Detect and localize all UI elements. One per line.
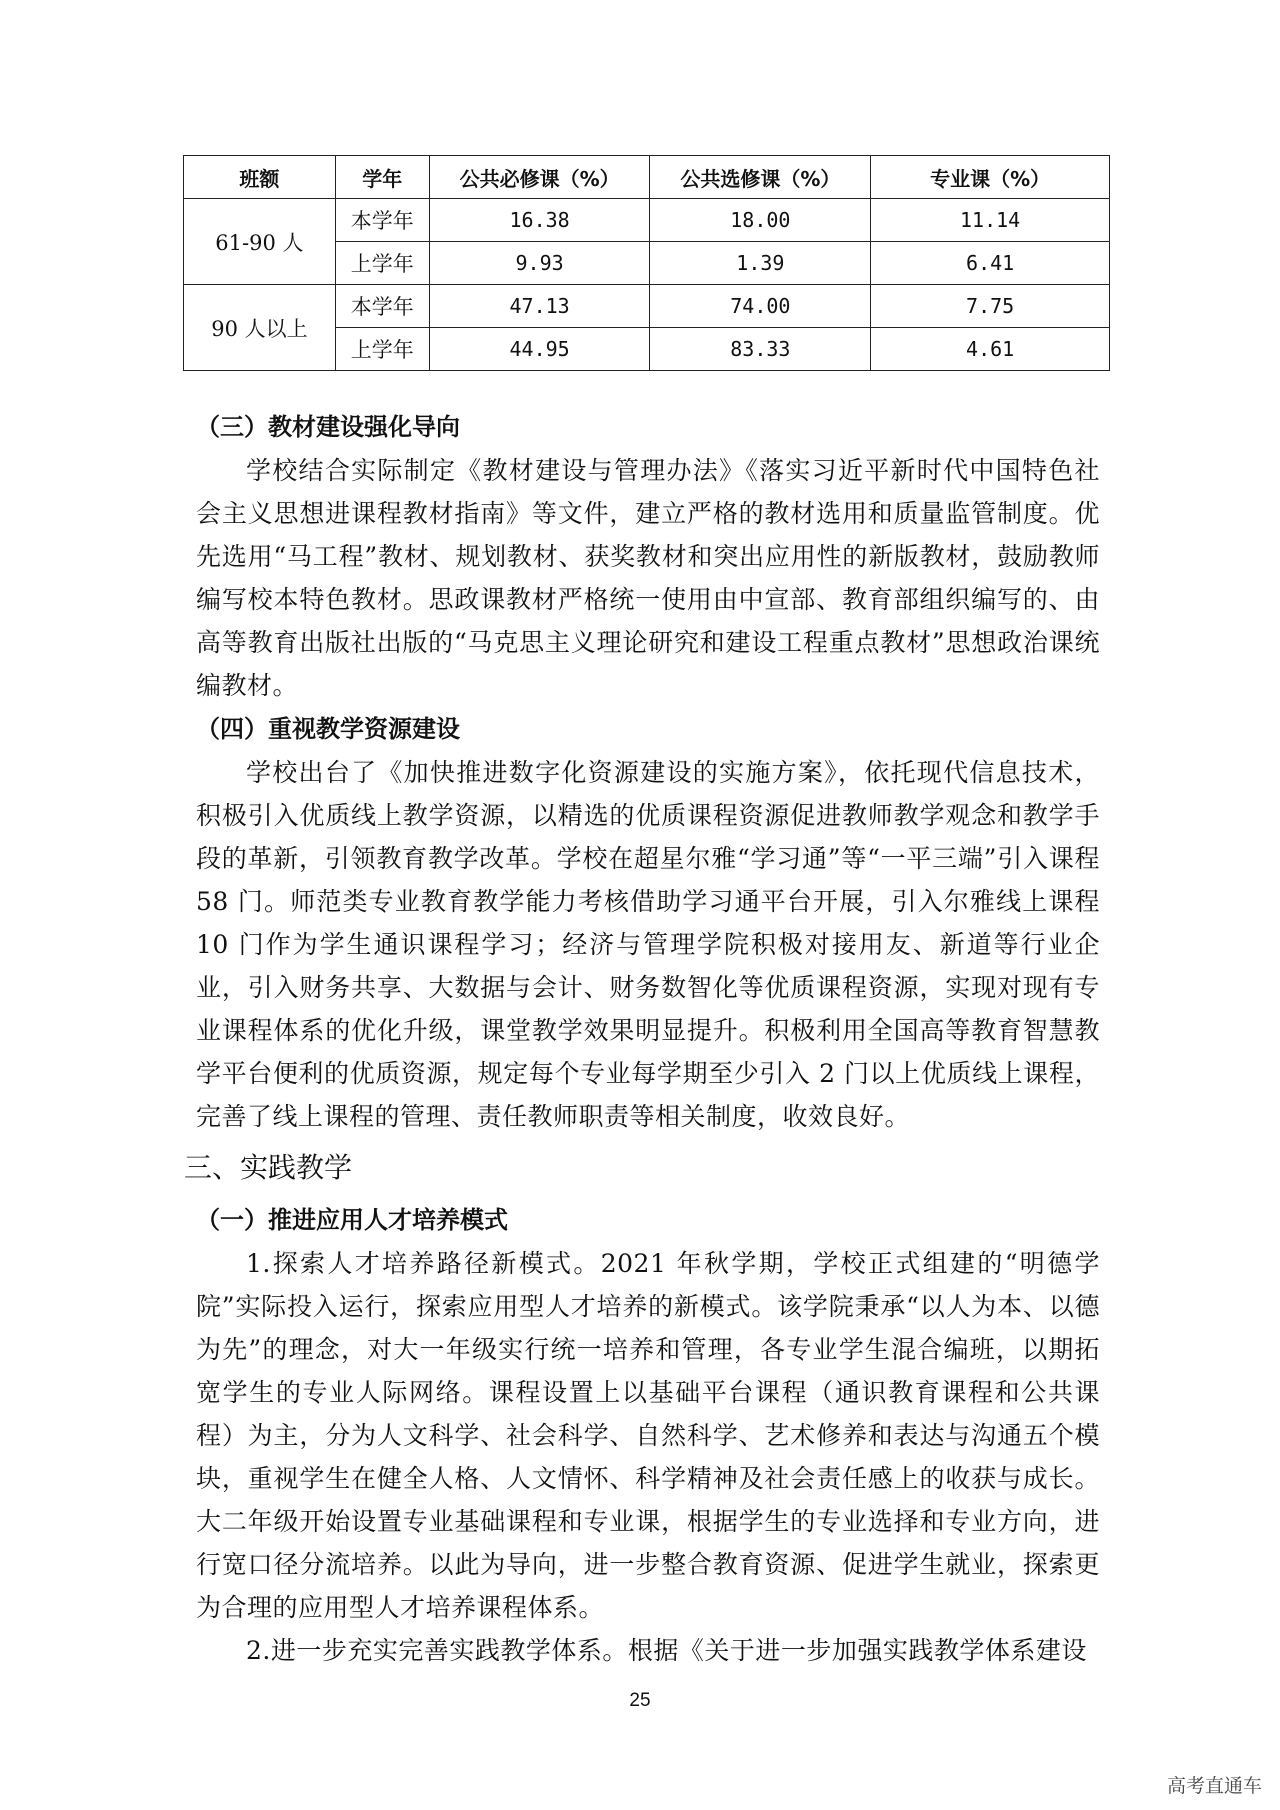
class-size-cell: 61-90 人 bbox=[184, 199, 336, 285]
table-header-row bbox=[184, 156, 1110, 199]
page-number: 25 bbox=[629, 1690, 651, 1711]
public-required-cell: 9.93 bbox=[429, 242, 650, 285]
table-row bbox=[184, 285, 1110, 328]
major-cell: 6.41 bbox=[871, 242, 1110, 285]
table-header-cell: 公共必修课（%） bbox=[429, 156, 650, 199]
year-cell: 本学年 bbox=[335, 285, 429, 328]
year-cell: 上学年 bbox=[335, 242, 429, 285]
table-row bbox=[184, 199, 1110, 242]
table-header-cell: 公共选修课（%） bbox=[650, 156, 871, 199]
public-required-cell: 16.38 bbox=[429, 199, 650, 242]
class-size-cell: 90 人以上 bbox=[184, 285, 336, 371]
paragraph-talent-mode-2: 2.进一步充实完善实践教学体系。根据《关于进一步加强实践教学体系建设 bbox=[246, 1636, 1087, 1665]
section-heading-resources: （四）重视教学资源建设 bbox=[196, 715, 460, 743]
major-cell: 4.61 bbox=[871, 328, 1110, 371]
year-cell: 本学年 bbox=[335, 199, 429, 242]
section-heading-textbooks: （三）教材建设强化导向 bbox=[196, 413, 460, 441]
watermark: 高考直通车 bbox=[1166, 1775, 1262, 1797]
table-header-cell: 班额 bbox=[184, 156, 336, 199]
major-cell: 7.75 bbox=[871, 285, 1110, 328]
paragraph-resources: 学校出台了《加快推进数字化资源建设的实施方案》，依托现代信息技术，积极引入优质线上教学资源，以精选的优质课程资源促进教师教学观念和教学手段的革新，引领教育教学改革。学校在超星尔雅“学习通”等“一平三端”引入课程 58 门。师范类专业教育教学能力考核借助学习通平台开展，引入尔雅线上课程 10 门作为学生通识课程学习；经济与管理学院积极对接用友、新道等行业企业，引入财务共享、大数据与会计、财务数智化等优质课程资源，实现对现有专业课程体系的优化升级，课堂教学效果明显提升。积极利用全国高等教育智慧教学平台便利的优质资源，规定每个专业每学期至少引入 2 门以上优质线上课程，完善了线上课程的管理、责任教师职责等相关制度，收效良好。 bbox=[196, 758, 1100, 1131]
public-elective-cell: 1.39 bbox=[650, 242, 871, 285]
table-header-cell: 专业课（%） bbox=[871, 156, 1110, 199]
section-heading-talent-mode: （一）推进应用人才培养模式 bbox=[196, 1206, 508, 1234]
body-content bbox=[184, 405, 1100, 1672]
major-cell: 11.14 bbox=[871, 199, 1110, 242]
table-header-cell: 学年 bbox=[335, 156, 429, 199]
class-size-ratio-table bbox=[183, 155, 1110, 371]
paragraph-talent-mode-1: 1.探索人才培养路径新模式。2021 年秋学期，学校正式组建的“明德学院”实际投入运行，探索应用型人才培养的新模式。该学院秉承“以人为本、以德为先”的理念，对大一年级实行统一培养和管理，各专业学生混合编班，以期拓宽学生的专业人际网络。课程设置上以基础平台课程（通识教育课程和公共课程）为主，分为人文科学、社会科学、自然科学、艺术修养和表达与沟通五个模块，重视学生在健全人格、人文情怀、科学精神及社会责任感上的收获与成长。大二年级开始设置专业基础课程和专业课，根据学生的专业选择和专业方向，进行宽口径分流培养。以此为导向，进一步整合教育资源、促进学生就业，探索更为合理的应用型人才培养课程体系。 bbox=[196, 1249, 1100, 1622]
public-required-cell: 47.13 bbox=[429, 285, 650, 328]
chapter-heading-practice: 三、实践教学 bbox=[184, 1151, 353, 1184]
paragraph-textbooks: 学校结合实际制定《教材建设与管理办法》《落实习近平新时代中国特色社会主义思想进课程教材指南》等文件，建立严格的教材选用和质量监管制度。优先选用“马工程”教材、规划教材、获奖教材和突出应用性的新版教材，鼓励教师编写校本特色教材。思政课教材严格统一使用由中宣部、教育部组织编写的、由高等教育出版社出版的“马克思主义理论研究和建设工程重点教材”思想政治课统编教材。 bbox=[196, 456, 1100, 700]
public-required-cell: 44.95 bbox=[429, 328, 650, 371]
public-elective-cell: 18.00 bbox=[650, 199, 871, 242]
year-cell: 上学年 bbox=[335, 328, 429, 371]
public-elective-cell: 83.33 bbox=[650, 328, 871, 371]
public-elective-cell: 74.00 bbox=[650, 285, 871, 328]
